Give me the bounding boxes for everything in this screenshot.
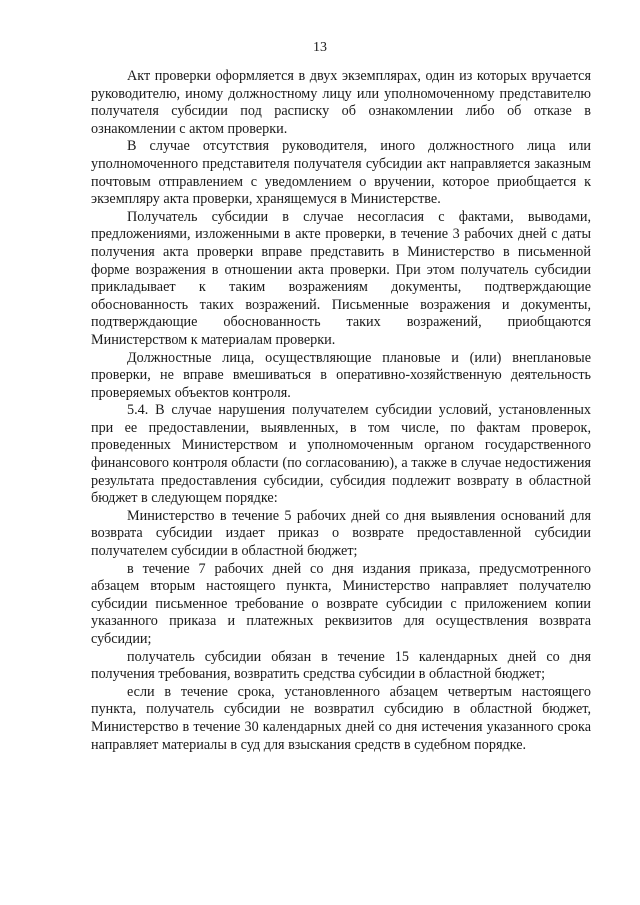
paragraph-ministry-order: Министерство в течение 5 рабочих дней со дня выявления оснований для возврата субсидии издает приказ о возврате предоставленной субсидии получателем субсидии в областной бюджет; [91, 507, 591, 560]
paragraph-court-referral: если в течение срока, установленного абзацем четвертым настоящего пункта, получатель субсидии не возвратил субсидию в областной бюджет, Министерство в течение 30 календарных дней со дня истечения указанного срока направляет материалы в суд для взыскания средств в судебном порядке. [91, 683, 591, 753]
paragraph-written-demand: в течение 7 рабочих дней со дня издания приказа, предусмотренного абзацем вторым настоящего пункта, Министерство направляет получателю субсидии письменное требование о возврате субсидии с приложением копии указанного приказа и платежных реквизитов для осуществления возврата субсидии; [91, 560, 591, 647]
paragraph-officials-non-interference: Должностные лица, осуществляющие плановые и (или) внеплановые проверки, не вправе вмешиваться в оперативно-хозяйственную деятельность проверяемых объектов контроля. [91, 349, 591, 401]
page-number: 13 [313, 40, 327, 55]
document-body [91, 68, 591, 754]
paragraph-5-4-violation: 5.4. В случае нарушения получателем субсидии условий, установленных при ее предоставлении, выявленных, в том числе, по фактам проверок, проведенных Министерством и уполномоченным органом государственного финансового контроля области (по согласованию), а также в случае недостижения результата предоставления субсидии, субсидия подлежит возврату в областной бюджет в следующем порядке: [91, 402, 591, 507]
paragraph-inspection-act-copies: Акт проверки оформляется в двух экземплярах, один из которых вручается руководителю, иному должностному лицу или уполномоченному представителю получателя субсидии под расписку об ознакомлении либо об отказе в ознакомлении с актом проверки. [91, 68, 591, 137]
paragraph-return-deadline: получатель субсидии обязан в течение 15 календарных дней со дня получения требования, возвратить средства субсидии в областной бюджет; [91, 648, 591, 683]
paragraph-absence-of-manager: В случае отсутствия руководителя, иного должностного лица или уполномоченного представителя получателя субсидии акт направляется заказным почтовым отправлением с уведомлением о вручении, которое приобщается к экземпляру акта проверки, хранящемуся в Министерстве. [91, 138, 591, 208]
paragraph-objections: Получатель субсидии в случае несогласия с фактами, выводами, предложениями, изложенными в акте проверки, в течение 3 рабочих дней с даты получения акта проверки вправе представить в Министерство в письменной форме возражения в отношении акта проверки. При этом получатель субсидии прикладывает к таким возражениям документы, подтверждающие обоснованность таких возражений. Письменные возражения и документы, подтверждающие обоснованность таких возражений, приобщаются Министерством к материалам проверки. [91, 208, 591, 348]
